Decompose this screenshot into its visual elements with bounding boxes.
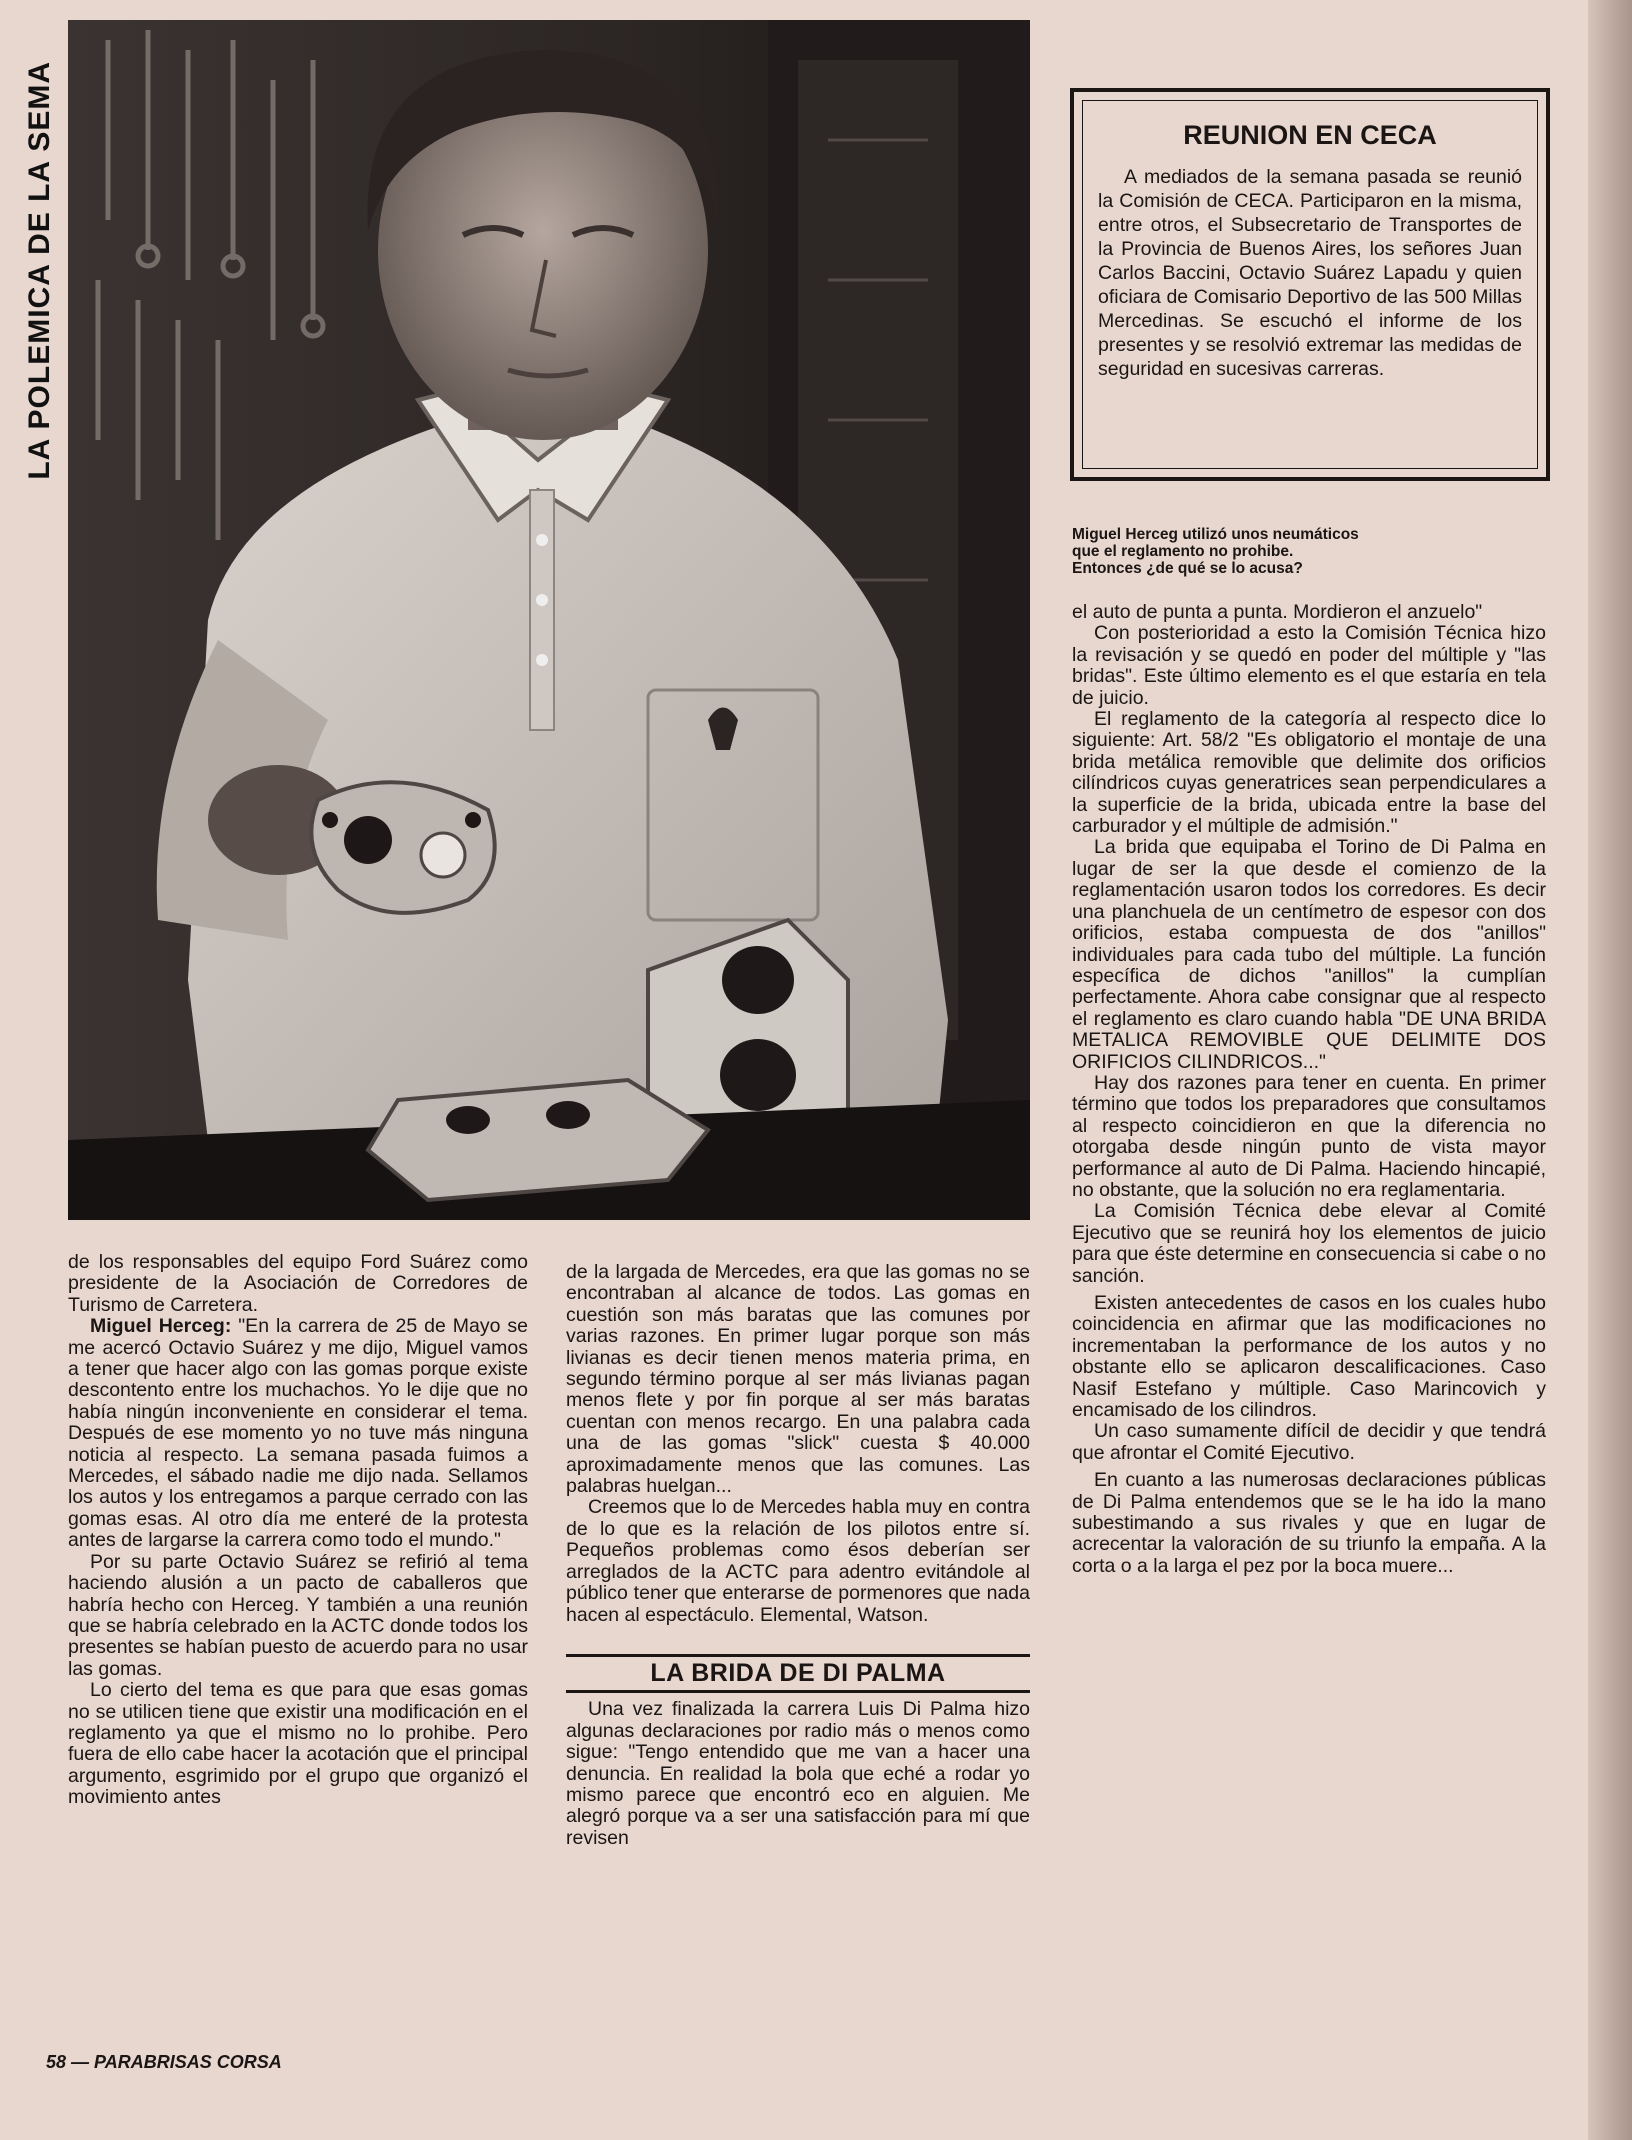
col1-paragraph-1: de los responsables del equipo Ford Suárez como presidente de la Asociación de Corredores de Turismo de Carretera. (68, 1251, 528, 1316)
caption-line-2: que el reglamento no prohibe. (1072, 543, 1294, 560)
photo-caption (1072, 526, 1492, 577)
article-column-2 (566, 1262, 1030, 1849)
brida-on-bench (368, 1080, 708, 1200)
col3-paragraph-1: el auto de punta a punta. Mordieron el anzuelo" (1072, 601, 1483, 623)
col1-paragraph-3: Por su parte Octavio Suárez se refirió al tema haciendo alusión a un pacto de caballeros que habría hecho con Herceg. Y también a una reunión que se habría celebrado en la ACTC donde todos los presentes se habían puesto de acuerdo para no usar las gomas. (68, 1550, 528, 1680)
page-footer: 58 — PARABRISAS CORSA (46, 2052, 282, 2072)
col3-paragraph-2: Con posterioridad a esto la Comisión Técnica hizo la revisación y se quedó en poder del múltiple y "las bridas". Este último elemento es el que estaría en tela de juicio. (1072, 622, 1546, 709)
speaker-miguel-herceg: Miguel Herceg: (90, 1315, 232, 1338)
caption-line-1: Miguel Herceg utilizó unos neumáticos (1072, 526, 1359, 543)
col3-paragraph-4: La brida que equipaba el Torino de Di Palma en lugar de ser la que desde el comienzo de la reglamentación usaron todos los corredores. Es decir una planchuela de un centímetro de espesor con dos orificios, estaba compuesta de dos "anillos" individuales para cada tubo del múltiple. La función específica de dichos "anillos" la cumplían perfectamente. Ahora cabe consignar que al respecto el reglamento es claro cuando habla "DE UNA BRIDA METALICA REMOVIBLE QUE DELIMITE DOS ORIFICIOS CILINDRICOS..." (1072, 836, 1546, 1073)
col3-paragraph-3: El reglamento de la categoría al respecto dice lo siguiente: Art. 58/2 "Es obligatorio el montaje de una brida metálica removible que delimite dos orificios cilíndricos cuyas generatrices sean perpendiculares a la superficie de la brida, ubicada entre la base del carburador y el múltiple de admisión." (1072, 708, 1546, 838)
col1-paragraph-4: Lo cierto del tema es que para que esas gomas no se utilicen tiene que existir una modificación en el reglamento ya que el mismo no lo prohibe. Pero fuera de ello cabe hacer la acotación que el principal argumento, esgrimido por el grupo que organizó el movimiento antes (68, 1679, 528, 1809)
caption-line-3: Entonces ¿de qué se lo acusa? (1072, 560, 1303, 577)
page-edge (1588, 0, 1632, 2140)
col1-paragraph-2 (68, 1316, 528, 1551)
col3-paragraph-7: Existen antecedentes de casos en los cuales hubo coincidencia en afirmar que las modificaciones no incrementaban la performance de los autos y no obstante ello se aplicaron descalificaciones. Caso Nasif Estefano y múltiple. Caso Marincovich y encamisado de los cilindros. (1072, 1292, 1546, 1422)
col3-paragraph-9: En cuanto a las numerosas declaraciones públicas de Di Palma entendemos que se le ha ido la mano subestimando a sus rivales y que en lugar de acrecentar la valoración de su triunfo la empaña. A la corta o a la larga el pez por la boca muere... (1072, 1469, 1546, 1577)
section-label-text: LA POLEMICA DE LA SEMA (23, 61, 56, 480)
col2-paragraph-1: de la largada de Mercedes, era que las gomas no se encontraban al alcance de todos. Las gomas en cuestión son más baratas que las comunes por varias razones. En primer lugar porque son más livianas es decir tienen menos materia prima, en segundo término porque al ser más livianas pagan menos flete y por fin porque al ser más baratas cuentan con menos recargo. En una palabra cada una de las gomas "slick" cuesta $ 40.000 aproximadamente menos que las comunes. Las palabras huelgan... (566, 1261, 1030, 1498)
sidebar-text: A mediados de la semana pasada se reunió la Comisión de CECA. Participaron en la misma, entre otros, el Subsecretario de Transportes de la Provincia de Buenos Aires, los señores Juan Carlos Baccini, Octavio Suárez Lapadu y quien oficiara de Comisario Deportivo de las 500 Millas Mercedinas. Se escuchó el informe de los presentes y se resolvió extremar las medidas de seguridad en sucesivas carreras. (1098, 166, 1522, 380)
section-label (14, 20, 66, 480)
col1-paragraph-2-text: "En la carrera de 25 de Mayo se me acercó Octavio Suárez y me dijo, Miguel vamos a tener que hacer algo con las gomas porque existe descontento entre los muchachos. Yo le dije que no había ningún inconveniente en considerar el tema. Después de ese momento yo no tuve más ninguna noticia al respecto. La semana pasada fuimos a Mercedes, el sábado nadie me dijo nada. Sellamos los autos y los entregamos a parque cerrado con las gomas esas. Al otro día me enteré de la protesta antes de largarse la carrera como todo el mundo." (68, 1315, 528, 1552)
col3-paragraph-6: La Comisión Técnica debe elevar al Comité Ejecutivo que se reunirá hoy los elementos de juicio para que éste determine en consecuencia si cabe o no sanción. (1072, 1200, 1546, 1287)
article-column-3 (1072, 602, 1546, 1577)
photo-illustration (68, 20, 1030, 1220)
sidebar-title: REUNION EN CECA (1183, 120, 1437, 150)
subheading-la-brida-de-di-palma: LA BRIDA DE DI PALMA (566, 1654, 1030, 1693)
photo-mechanic-holding-bridas (68, 20, 1030, 1220)
article-column-1 (68, 1252, 528, 1809)
col2-paragraph-2: Creemos que lo de Mercedes habla muy en contra de lo que es la relación de los pilotos entre sí. Pequeños problemas como ésos deberían ser arreglados de la ACTC para adentro evitándole al público tener que enterarse de pormenores que nada hacen al espectáculo. Elemental, Watson. (566, 1496, 1030, 1626)
col3-paragraph-8: Un caso sumamente difícil de decidir y que tendrá que afrontar el Comité Ejecutivo. (1072, 1420, 1546, 1464)
col2-paragraph-3: Una vez finalizada la carrera Luis Di Palma hizo algunas declaraciones por radio más o menos como sigue: "Tengo entendido que me van a hacer una denuncia. En realidad la bola que eché a rodar yo mismo parece que encontró eco en alguien. Me alegró porque va a ser una satisfacción para mí que revisen (566, 1698, 1030, 1849)
col3-paragraph-5: Hay dos razones para tener en cuenta. En primer término que todos los preparadores que consultamos al respecto coincidieron en que la diferencia no otorgaba desde ningún punto de vista mayor performance al auto de Di Palma. Haciendo hincapié, no obstante, que la solución no era reglamentaria. (1072, 1071, 1546, 1201)
sidebar-box-reunion-ceca (1070, 88, 1550, 481)
